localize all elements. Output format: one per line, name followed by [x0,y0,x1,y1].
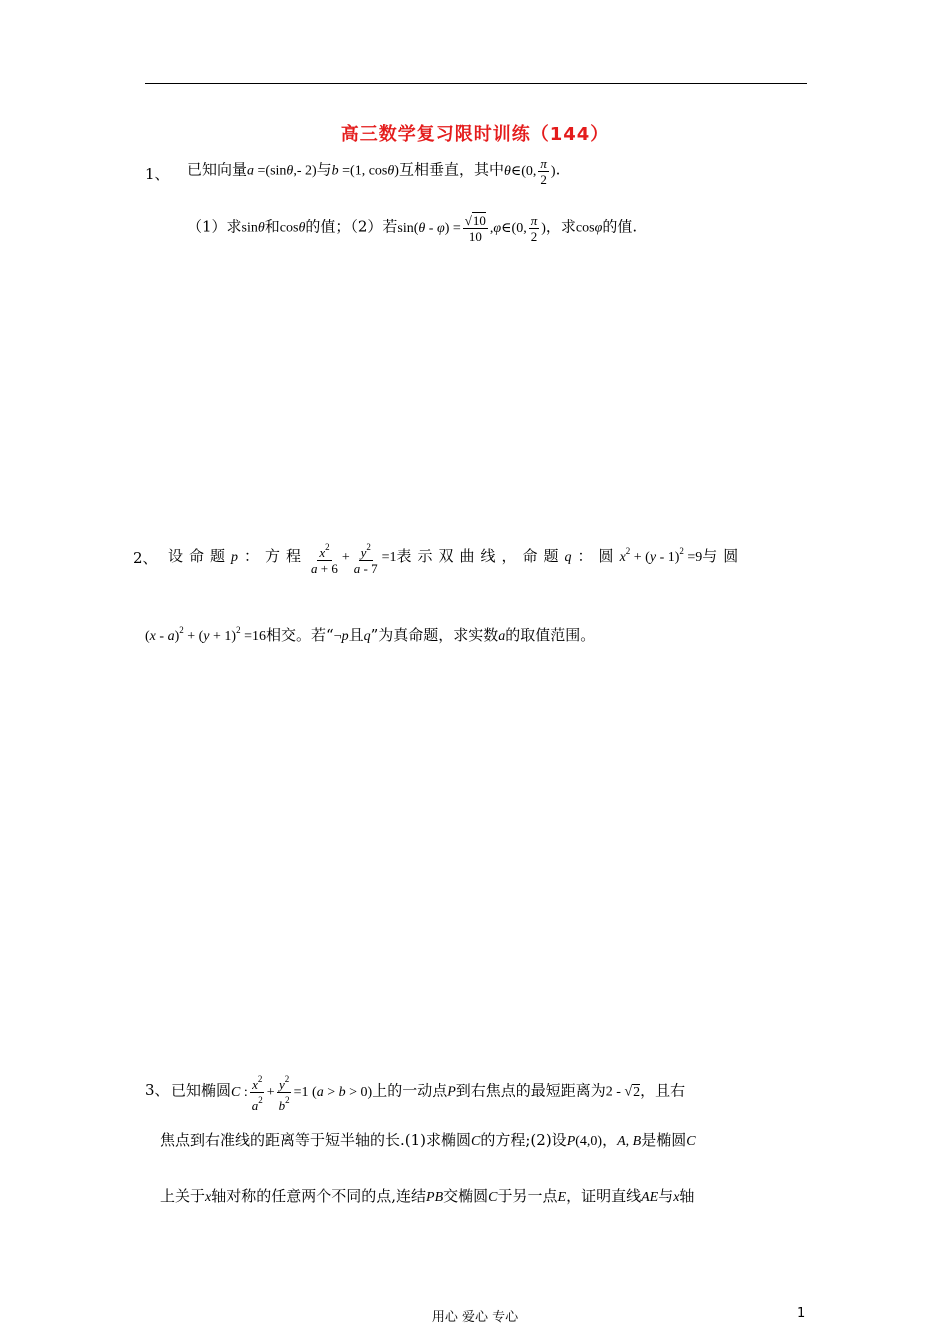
question-2-number: 2、 [133,549,158,567]
math-circle-2: $(x - a)^2 + (y + 1)^2 =16$ [145,625,266,644]
question-3-line-3: 上关于x轴对称的任意两个不同的点,连结PB交椭圆C于另一点E，证明直线AE与x轴 [160,1187,695,1205]
question-1-line-2: （1）求sinθ和cosθ的值；（2）若sin(θ - φ) = $\frac{√10}{10}$ ,φ∈(0, $\frac{\pi}{2}$ )，求cosφ的值. [187,213,638,244]
question-3-line-1: 已知椭圆C : $\frac{x^2}{a^2}$ + $\frac{y^2}{b^2}$ =1 (a > b > 0)上的一动点P到右焦点的最短距离为2 - √2，且右 [171,1074,686,1113]
math-condition: sin(θ - φ) = $\frac{√10}{10}$ ,φ∈(0, $\frac{\pi}{2}$ ) [397,213,546,244]
math-vector-b: b =(1, cosθ) [331,163,399,179]
question-1-line-1: 已知向量a =(sinθ,- 2)与b =(1, cosθ)互相垂直，其中θ∈(0, $\frac{\pi}{2}$ ). [187,156,561,187]
math-theta-range: θ∈(0, $\frac{\pi}{2}$ ) [503,156,556,187]
question-2-line-2: $(x - a)^2 + (y + 1)^2 =16$相交。若“¬p且q”为真命题，求实数a的取值范围。 [145,625,596,644]
question-3-line-2: 焦点到右准线的距离等于短半轴的长.(1)求椭圆C的方程;(2)设P(4,0)，A, B是椭圆C [160,1131,696,1149]
page-title: 高三数学复习限时训练（144） [340,124,610,145]
page-number: 1 [797,1306,806,1321]
question-1-number: 1、 [145,165,170,183]
math-vector-a: a =(sinθ,- 2) [247,163,317,179]
header-rule [145,83,807,84]
footer-slogan: 用心 爱心 专心 [431,1310,519,1325]
question-2-line-1: 设命题p：方程 $\frac{x^2}{a + 6}$ + $\frac{y^2}{a - 7}$ =1表示双曲线，命题q：圆$x^2 + (y - 1)^2 =9$与圆 [168,542,745,576]
math-hyperbola: $\frac{x^2}{a + 6}$ + $\frac{y^2}{a - 7}$ =1 [311,542,397,576]
math-ellipse: C : $\frac{x^2}{a^2}$ + $\frac{y^2}{b^2}$ =1 (a > b > 0) [231,1074,373,1113]
question-3-number: 3、 [145,1081,170,1099]
math-circle-1: $x^2 + (y - 1)^2 =9$ [619,546,703,566]
